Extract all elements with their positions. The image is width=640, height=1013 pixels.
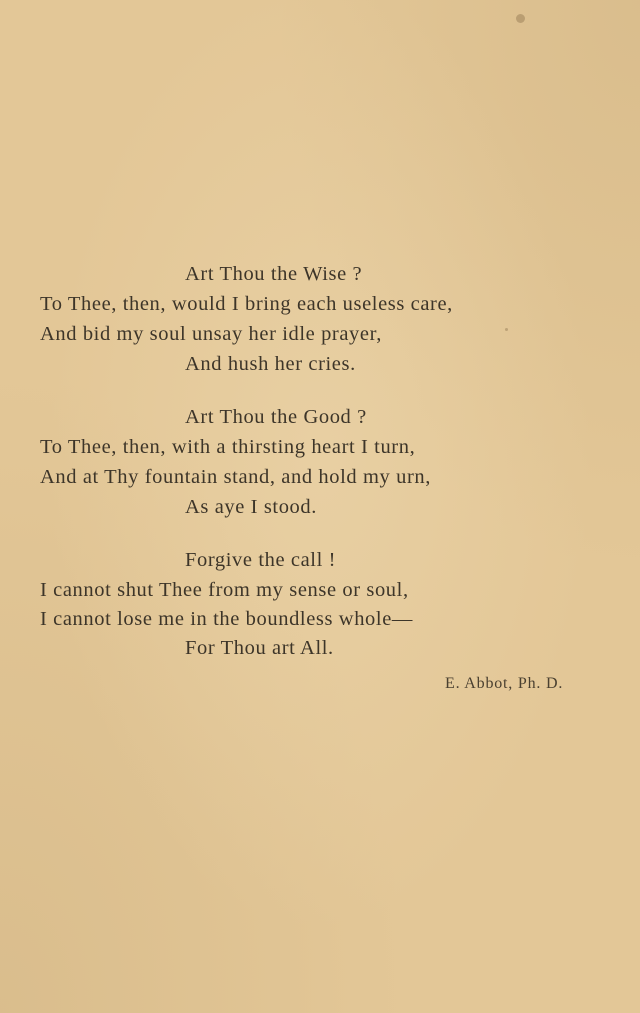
poem-line: Art Thou the Wise ?	[185, 263, 363, 285]
poem-line: I cannot lose me in the boundless whole—	[40, 608, 414, 630]
poem-line: And at Thy fountain stand, and hold my urn,	[40, 466, 431, 488]
poem-line: And bid my soul unsay her idle prayer,	[40, 323, 382, 345]
poem-line: As aye I stood.	[185, 496, 317, 518]
poem-line: To Thee, then, would I bring each useless care,	[40, 293, 453, 315]
poem-line: Forgive the call !	[185, 549, 337, 571]
poem-line: And hush her cries.	[185, 353, 356, 375]
paper-speck	[516, 14, 525, 23]
poem-line: For Thou art All.	[185, 637, 334, 659]
poem-line: Art Thou the Good ?	[185, 406, 367, 428]
poem-line: To Thee, then, with a thirsting heart I turn,	[40, 436, 416, 458]
poem-line: I cannot shut Thee from my sense or soul,	[40, 579, 409, 601]
paper-speck	[505, 328, 508, 331]
poem-attribution: E. Abbot, Ph. D.	[445, 675, 564, 692]
